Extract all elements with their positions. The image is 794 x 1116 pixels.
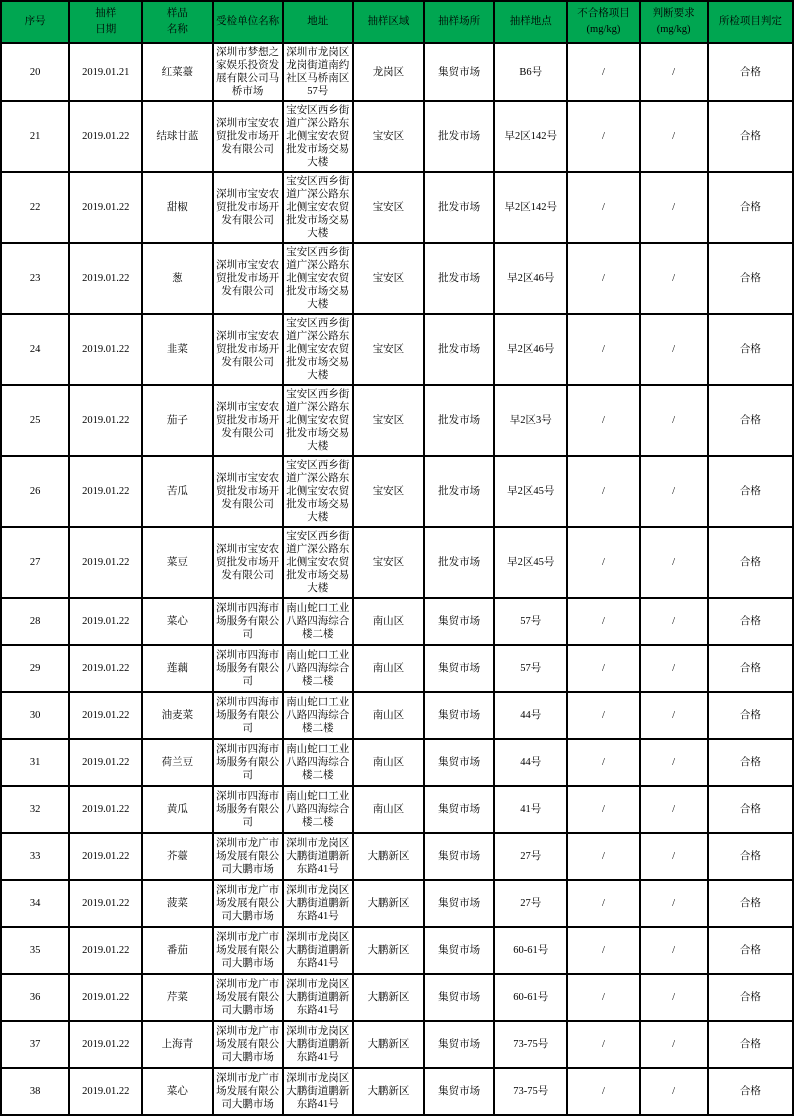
column-header-line: 抽样区域 [367, 16, 410, 27]
table-row [1, 527, 793, 598]
cell-no: 22 [1, 172, 69, 243]
cell-judgment: / [640, 927, 708, 974]
cell-judgment: / [640, 101, 708, 172]
column-header-line: 抽样地点 [509, 16, 552, 27]
cell-no: 25 [1, 385, 69, 456]
column-header-judgment [640, 1, 708, 43]
column-header-date [69, 1, 142, 43]
column-header-line: 地址 [307, 16, 329, 27]
cell-date: 2019.01.22 [69, 598, 142, 645]
cell-sample: 上海青 [142, 1021, 212, 1068]
cell-venue: 集贸市场 [424, 43, 494, 101]
table-row [1, 172, 793, 243]
cell-verdict: 合格 [708, 786, 793, 833]
cell-sample: 甜椒 [142, 172, 212, 243]
cell-address: 南山蛇口工业八路四海综合楼二楼 [283, 598, 353, 645]
cell-unit: 深圳市龙广市场发展有限公司大鹏市场 [213, 880, 283, 927]
cell-unit: 深圳市宝安农贸批发市场开发有限公司 [213, 456, 283, 527]
cell-address: 深圳市龙岗区龙岗街道南约社区马桥南区57号 [283, 43, 353, 101]
cell-unit: 深圳市宝安农贸批发市场开发有限公司 [213, 101, 283, 172]
cell-region: 大鹏新区 [353, 974, 424, 1021]
cell-failed: / [567, 739, 639, 786]
column-header-line: 抽样 [95, 8, 117, 19]
column-header-spot [494, 1, 567, 43]
column-header-line: 序号 [24, 16, 46, 27]
cell-judgment: / [640, 456, 708, 527]
cell-failed: / [567, 314, 639, 385]
cell-verdict: 合格 [708, 598, 793, 645]
cell-region: 南山区 [353, 786, 424, 833]
cell-verdict: 合格 [708, 692, 793, 739]
cell-failed: / [567, 385, 639, 456]
cell-unit: 深圳市龙广市场发展有限公司大鹏市场 [213, 1021, 283, 1068]
cell-judgment: / [640, 385, 708, 456]
table-row [1, 645, 793, 692]
cell-venue: 集贸市场 [424, 833, 494, 880]
table-row [1, 598, 793, 645]
column-header-verdict [708, 1, 793, 43]
cell-unit: 深圳市四海市场服务有限公司 [213, 692, 283, 739]
cell-judgment: / [640, 1068, 708, 1115]
column-header-line: 抽样场所 [438, 16, 481, 27]
cell-failed: / [567, 243, 639, 314]
cell-failed: / [567, 101, 639, 172]
cell-unit: 深圳市宝安农贸批发市场开发有限公司 [213, 314, 283, 385]
table-row [1, 385, 793, 456]
cell-date: 2019.01.22 [69, 833, 142, 880]
cell-date: 2019.01.22 [69, 527, 142, 598]
cell-no: 20 [1, 43, 69, 101]
cell-sample: 菜心 [142, 598, 212, 645]
cell-verdict: 合格 [708, 101, 793, 172]
cell-venue: 集贸市场 [424, 692, 494, 739]
cell-no: 24 [1, 314, 69, 385]
cell-unit: 深圳市梦想之家娱乐投资发展有限公司马桥市场 [213, 43, 283, 101]
table-body [1, 43, 793, 1115]
cell-venue: 批发市场 [424, 101, 494, 172]
cell-no: 29 [1, 645, 69, 692]
cell-address: 宝安区西乡街道广深公路东北侧宝安农贸批发市场交易大楼 [283, 456, 353, 527]
cell-unit: 深圳市四海市场服务有限公司 [213, 645, 283, 692]
cell-judgment: / [640, 786, 708, 833]
cell-address: 南山蛇口工业八路四海综合楼二楼 [283, 692, 353, 739]
cell-date: 2019.01.22 [69, 880, 142, 927]
cell-region: 大鹏新区 [353, 1021, 424, 1068]
cell-spot: 73-75号 [494, 1068, 567, 1115]
cell-venue: 批发市场 [424, 314, 494, 385]
cell-date: 2019.01.22 [69, 243, 142, 314]
table-row [1, 43, 793, 101]
table-row [1, 692, 793, 739]
cell-venue: 集贸市场 [424, 927, 494, 974]
cell-venue: 集贸市场 [424, 1068, 494, 1115]
cell-sample: 葱 [142, 243, 212, 314]
cell-venue: 批发市场 [424, 385, 494, 456]
cell-address: 南山蛇口工业八路四海综合楼二楼 [283, 786, 353, 833]
column-header-line: 所检项目判定 [718, 16, 782, 27]
cell-date: 2019.01.22 [69, 786, 142, 833]
cell-spot: 57号 [494, 598, 567, 645]
cell-spot: 早2区46号 [494, 314, 567, 385]
cell-sample: 茄子 [142, 385, 212, 456]
table-header-row [1, 1, 793, 43]
cell-venue: 集贸市场 [424, 598, 494, 645]
cell-address: 宝安区西乡街道广深公路东北侧宝安农贸批发市场交易大楼 [283, 527, 353, 598]
cell-judgment: / [640, 645, 708, 692]
cell-spot: 早2区142号 [494, 101, 567, 172]
cell-sample: 菠菜 [142, 880, 212, 927]
column-header-line: 判断要求 [652, 8, 695, 19]
cell-unit: 深圳市宝安农贸批发市场开发有限公司 [213, 172, 283, 243]
cell-date: 2019.01.22 [69, 1068, 142, 1115]
cell-spot: 早2区45号 [494, 456, 567, 527]
cell-verdict: 合格 [708, 243, 793, 314]
cell-sample: 荷兰豆 [142, 739, 212, 786]
cell-no: 23 [1, 243, 69, 314]
cell-no: 30 [1, 692, 69, 739]
table-row [1, 101, 793, 172]
cell-venue: 集贸市场 [424, 880, 494, 927]
cell-sample: 莲藕 [142, 645, 212, 692]
cell-verdict: 合格 [708, 927, 793, 974]
cell-failed: / [567, 456, 639, 527]
cell-no: 35 [1, 927, 69, 974]
cell-date: 2019.01.22 [69, 974, 142, 1021]
cell-address: 宝安区西乡街道广深公路东北侧宝安农贸批发市场交易大楼 [283, 172, 353, 243]
cell-verdict: 合格 [708, 456, 793, 527]
cell-judgment: / [640, 739, 708, 786]
cell-address: 深圳市龙岗区大鹏街道鹏新东路41号 [283, 833, 353, 880]
cell-judgment: / [640, 833, 708, 880]
cell-spot: 73-75号 [494, 1021, 567, 1068]
column-header-region [353, 1, 424, 43]
cell-spot: 44号 [494, 692, 567, 739]
cell-venue: 集贸市场 [424, 1021, 494, 1068]
table-row [1, 974, 793, 1021]
cell-region: 大鹏新区 [353, 833, 424, 880]
cell-region: 宝安区 [353, 101, 424, 172]
cell-judgment: / [640, 1021, 708, 1068]
cell-spot: 57号 [494, 645, 567, 692]
cell-date: 2019.01.22 [69, 692, 142, 739]
cell-region: 宝安区 [353, 243, 424, 314]
cell-verdict: 合格 [708, 1068, 793, 1115]
table-row [1, 314, 793, 385]
cell-date: 2019.01.22 [69, 456, 142, 527]
table-row [1, 927, 793, 974]
cell-region: 大鹏新区 [353, 880, 424, 927]
cell-verdict: 合格 [708, 739, 793, 786]
column-header-failed [567, 1, 639, 43]
cell-region: 大鹏新区 [353, 1068, 424, 1115]
cell-judgment: / [640, 243, 708, 314]
cell-address: 南山蛇口工业八路四海综合楼二楼 [283, 645, 353, 692]
cell-verdict: 合格 [708, 645, 793, 692]
cell-failed: / [567, 645, 639, 692]
cell-failed: / [567, 880, 639, 927]
cell-region: 南山区 [353, 598, 424, 645]
cell-address: 宝安区西乡街道广深公路东北侧宝安农贸批发市场交易大楼 [283, 385, 353, 456]
cell-verdict: 合格 [708, 385, 793, 456]
cell-date: 2019.01.22 [69, 385, 142, 456]
cell-failed: / [567, 692, 639, 739]
cell-spot: 早2区46号 [494, 243, 567, 314]
cell-failed: / [567, 833, 639, 880]
cell-verdict: 合格 [708, 833, 793, 880]
cell-no: 21 [1, 101, 69, 172]
cell-sample: 黄瓜 [142, 786, 212, 833]
column-header-line: (mg/kg) [586, 24, 621, 35]
cell-address: 深圳市龙岗区大鹏街道鹏新东路41号 [283, 880, 353, 927]
cell-unit: 深圳市龙广市场发展有限公司大鹏市场 [213, 927, 283, 974]
cell-address: 深圳市龙岗区大鹏街道鹏新东路41号 [283, 1068, 353, 1115]
cell-sample: 菜豆 [142, 527, 212, 598]
cell-sample: 芹菜 [142, 974, 212, 1021]
table-row [1, 1068, 793, 1115]
cell-sample: 红菜薹 [142, 43, 212, 101]
column-header-line: 日期 [95, 24, 117, 35]
cell-sample: 芥薹 [142, 833, 212, 880]
column-header-venue [424, 1, 494, 43]
cell-sample: 油麦菜 [142, 692, 212, 739]
cell-spot: 27号 [494, 833, 567, 880]
cell-spot: 早2区45号 [494, 527, 567, 598]
cell-spot: 41号 [494, 786, 567, 833]
cell-venue: 批发市场 [424, 243, 494, 314]
cell-sample: 韭菜 [142, 314, 212, 385]
cell-region: 宝安区 [353, 456, 424, 527]
cell-date: 2019.01.22 [69, 1021, 142, 1068]
column-header-no [1, 1, 69, 43]
cell-spot: 早2区3号 [494, 385, 567, 456]
cell-address: 宝安区西乡街道广深公路东北侧宝安农贸批发市场交易大楼 [283, 243, 353, 314]
cell-unit: 深圳市四海市场服务有限公司 [213, 739, 283, 786]
cell-spot: 早2区142号 [494, 172, 567, 243]
cell-region: 宝安区 [353, 385, 424, 456]
cell-spot: B6号 [494, 43, 567, 101]
cell-judgment: / [640, 172, 708, 243]
cell-sample: 菜心 [142, 1068, 212, 1115]
cell-judgment: / [640, 974, 708, 1021]
cell-unit: 深圳市宝安农贸批发市场开发有限公司 [213, 243, 283, 314]
cell-region: 南山区 [353, 692, 424, 739]
column-header-address [283, 1, 353, 43]
column-header-line: 样品 [166, 8, 188, 19]
cell-region: 龙岗区 [353, 43, 424, 101]
cell-verdict: 合格 [708, 880, 793, 927]
cell-venue: 集贸市场 [424, 645, 494, 692]
cell-no: 28 [1, 598, 69, 645]
cell-unit: 深圳市龙广市场发展有限公司大鹏市场 [213, 974, 283, 1021]
cell-no: 33 [1, 833, 69, 880]
cell-region: 南山区 [353, 739, 424, 786]
cell-venue: 批发市场 [424, 527, 494, 598]
cell-no: 38 [1, 1068, 69, 1115]
column-header-line: 受检单位名称 [216, 16, 280, 27]
cell-date: 2019.01.22 [69, 927, 142, 974]
cell-no: 31 [1, 739, 69, 786]
cell-failed: / [567, 1068, 639, 1115]
cell-no: 26 [1, 456, 69, 527]
cell-date: 2019.01.22 [69, 645, 142, 692]
cell-address: 深圳市龙岗区大鹏街道鹏新东路41号 [283, 974, 353, 1021]
cell-region: 宝安区 [353, 527, 424, 598]
cell-address: 宝安区西乡街道广深公路东北侧宝安农贸批发市场交易大楼 [283, 314, 353, 385]
cell-venue: 批发市场 [424, 456, 494, 527]
cell-unit: 深圳市四海市场服务有限公司 [213, 786, 283, 833]
cell-judgment: / [640, 692, 708, 739]
cell-judgment: / [640, 43, 708, 101]
cell-judgment: / [640, 314, 708, 385]
cell-verdict: 合格 [708, 974, 793, 1021]
cell-sample: 结球甘蓝 [142, 101, 212, 172]
cell-no: 27 [1, 527, 69, 598]
cell-address: 宝安区西乡街道广深公路东北侧宝安农贸批发市场交易大楼 [283, 101, 353, 172]
cell-sample: 番茄 [142, 927, 212, 974]
column-header-sample [142, 1, 212, 43]
table-header [1, 1, 793, 43]
cell-judgment: / [640, 598, 708, 645]
cell-unit: 深圳市四海市场服务有限公司 [213, 598, 283, 645]
cell-sample: 苦瓜 [142, 456, 212, 527]
cell-failed: / [567, 927, 639, 974]
column-header-unit [213, 1, 283, 43]
table-row [1, 739, 793, 786]
cell-spot: 27号 [494, 880, 567, 927]
cell-failed: / [567, 1021, 639, 1068]
table-row [1, 243, 793, 314]
column-header-line: 名称 [166, 24, 188, 35]
cell-date: 2019.01.22 [69, 739, 142, 786]
cell-no: 36 [1, 974, 69, 1021]
table-row [1, 880, 793, 927]
cell-judgment: / [640, 880, 708, 927]
cell-unit: 深圳市龙广市场发展有限公司大鹏市场 [213, 833, 283, 880]
cell-failed: / [567, 786, 639, 833]
column-header-line: (mg/kg) [656, 24, 691, 35]
cell-address: 南山蛇口工业八路四海综合楼二楼 [283, 739, 353, 786]
cell-unit: 深圳市宝安农贸批发市场开发有限公司 [213, 385, 283, 456]
cell-date: 2019.01.22 [69, 101, 142, 172]
cell-region: 大鹏新区 [353, 927, 424, 974]
cell-address: 深圳市龙岗区大鹏街道鹏新东路41号 [283, 927, 353, 974]
cell-verdict: 合格 [708, 172, 793, 243]
cell-no: 32 [1, 786, 69, 833]
cell-region: 宝安区 [353, 314, 424, 385]
cell-unit: 深圳市龙广市场发展有限公司大鹏市场 [213, 1068, 283, 1115]
cell-venue: 集贸市场 [424, 974, 494, 1021]
cell-failed: / [567, 172, 639, 243]
cell-spot: 60-61号 [494, 927, 567, 974]
cell-date: 2019.01.21 [69, 43, 142, 101]
table-row [1, 456, 793, 527]
cell-venue: 集贸市场 [424, 739, 494, 786]
cell-failed: / [567, 43, 639, 101]
cell-no: 34 [1, 880, 69, 927]
cell-region: 宝安区 [353, 172, 424, 243]
table-row [1, 1021, 793, 1068]
cell-address: 深圳市龙岗区大鹏街道鹏新东路41号 [283, 1021, 353, 1068]
cell-failed: / [567, 974, 639, 1021]
cell-region: 南山区 [353, 645, 424, 692]
cell-unit: 深圳市宝安农贸批发市场开发有限公司 [213, 527, 283, 598]
cell-venue: 批发市场 [424, 172, 494, 243]
cell-verdict: 合格 [708, 1021, 793, 1068]
cell-failed: / [567, 598, 639, 645]
cell-judgment: / [640, 527, 708, 598]
cell-date: 2019.01.22 [69, 172, 142, 243]
cell-date: 2019.01.22 [69, 314, 142, 385]
cell-spot: 44号 [494, 739, 567, 786]
cell-verdict: 合格 [708, 527, 793, 598]
cell-verdict: 合格 [708, 43, 793, 101]
cell-no: 37 [1, 1021, 69, 1068]
table-row [1, 833, 793, 880]
column-header-line: 不合格项目 [577, 8, 630, 19]
cell-failed: / [567, 527, 639, 598]
cell-verdict: 合格 [708, 314, 793, 385]
cell-spot: 60-61号 [494, 974, 567, 1021]
cell-venue: 集贸市场 [424, 786, 494, 833]
table-row [1, 786, 793, 833]
